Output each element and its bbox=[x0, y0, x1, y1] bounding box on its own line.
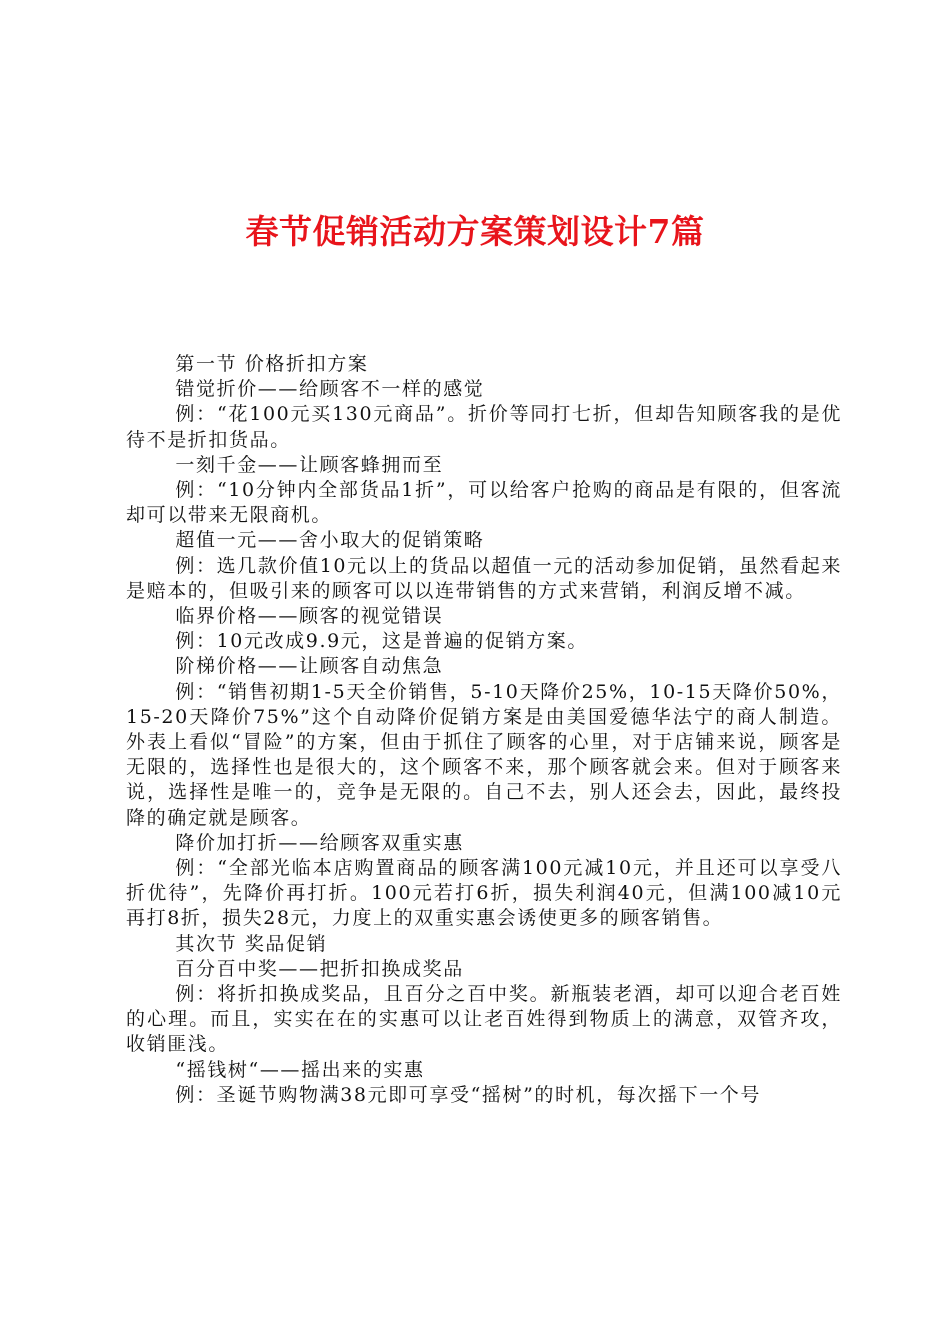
paragraph: 错觉折价——给顾客不一样的感觉 bbox=[175, 378, 485, 401]
paragraph: 降价加打折——给顾客双重实惠 bbox=[175, 831, 464, 854]
paragraph: 一刻千金——让顾客蜂拥而至 bbox=[175, 453, 444, 476]
document-title: 春节促销活动方案策划设计7篇 bbox=[245, 212, 705, 251]
paragraph: 例：“销售初期1-5天全价销售，5-10天降价25%，10-15天降价50%，15-20天降价75%”这个自动降价促销方案是由美国爱德华法宁的商人制造。外表上看似“冒险”的方案，但由于抓住了顾客的心里，对于店铺来说，顾客是无限的，选择性也是很大的，这个顾客不来，那个顾客就会来。但对于顾客来说，选择性是唯一的，竞争是无限的。自己不去，别人还会去，因此，最终投降的确定就是顾客。 bbox=[126, 680, 842, 829]
paragraph: 第一节 价格折扣方案 bbox=[175, 353, 369, 375]
paragraph: 例：“全部光临本店购置商品的顾客满100元减10元，并且还可以享受八折优待”，先降价再打折。100元若打6折，损失利润40元，但满100减10元再打8折，损失28元，力度上的双重实惠会诱使更多的顾客销售。 bbox=[126, 857, 842, 930]
paragraph: 例：“10分钟内全部货品1折”，可以给客户抢购的商品是有限的，但客流却可以带来无限商机。 bbox=[126, 479, 842, 527]
paragraph: 超值一元——舍小取大的促销策略 bbox=[175, 529, 485, 552]
paragraph: 例：“花100元买130元商品”。折价等同打七折，但却告知顾客我的是优待不是折扣货品。 bbox=[126, 403, 842, 451]
document-body bbox=[126, 352, 842, 1108]
paragraph: 阶梯价格——让顾客自动焦急 bbox=[175, 655, 444, 678]
paragraph: 百分百中奖——把折扣换成奖品 bbox=[175, 957, 464, 980]
paragraph: 例：选几款价值10元以上的货品以超值一元的活动参加促销，虽然看起来是赔本的，但吸引来的顾客可以以连带销售的方式来营销，利润反增不减。 bbox=[126, 554, 842, 602]
paragraph: “摇钱树“——摇出来的实惠 bbox=[175, 1058, 425, 1081]
paragraph: 例：将折扣换成奖品，且百分之百中奖。新瓶装老酒，却可以迎合老百姓的心理。而且，实实在在的实惠可以让老百姓得到物质上的满意，双管齐攻，收销匪浅。 bbox=[126, 983, 842, 1056]
paragraph: 例：10元改成9.9元，这是普遍的促销方案。 bbox=[175, 630, 588, 653]
paragraph: 例：圣诞节购物满38元即可享受“摇树”的时机，每次摇下一个号 bbox=[175, 1083, 761, 1106]
paragraph: 临界价格——顾客的视觉错误 bbox=[175, 605, 444, 628]
paragraph: 其次节 奖品促销 bbox=[175, 932, 328, 955]
